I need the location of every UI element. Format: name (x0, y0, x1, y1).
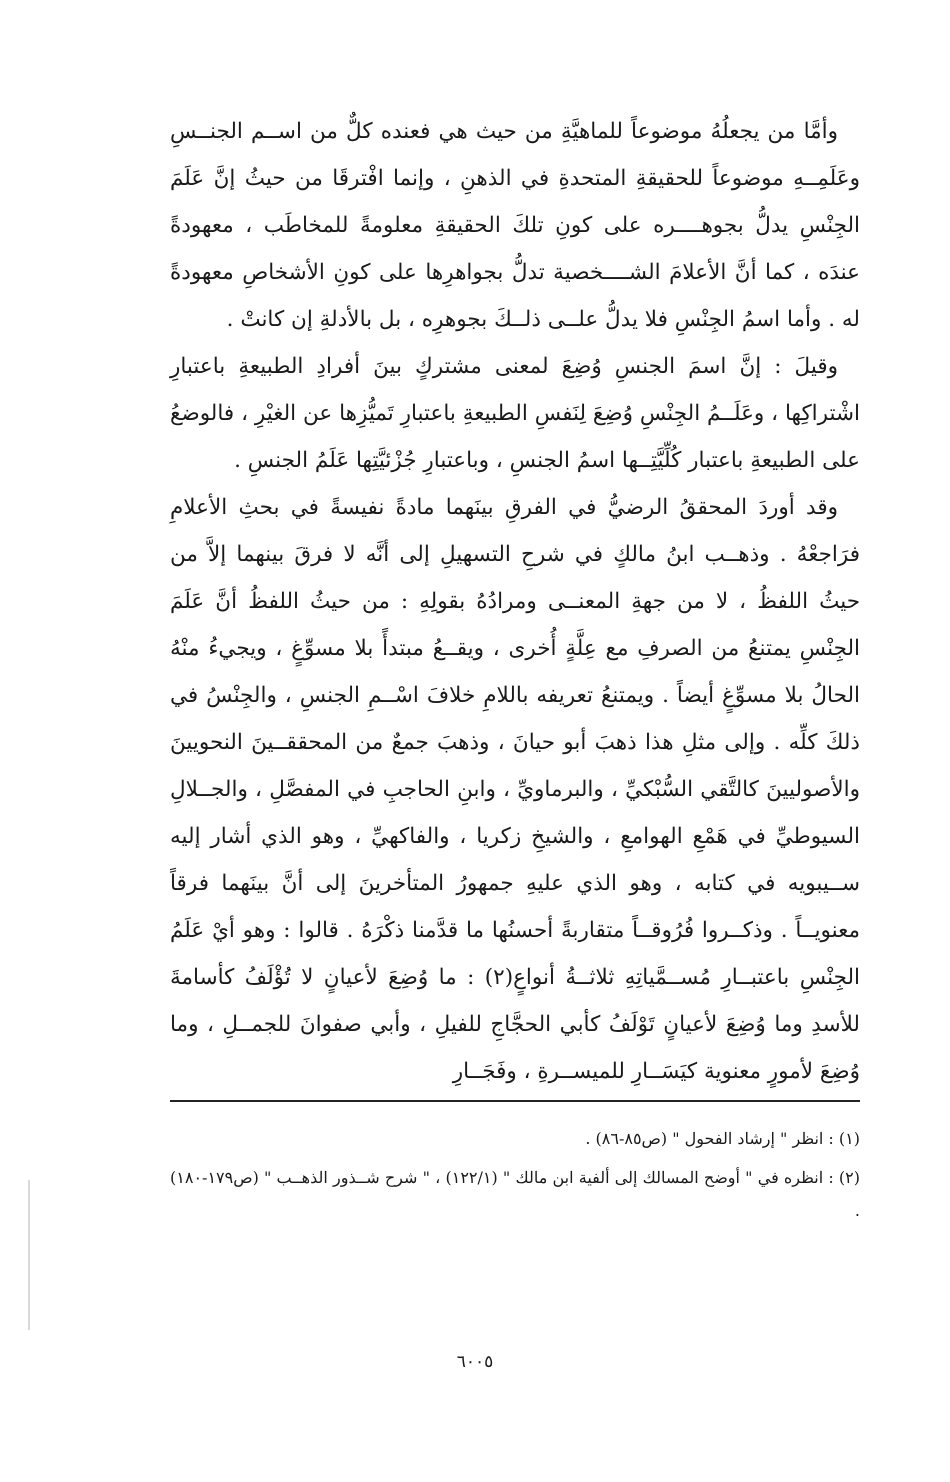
footnotes (170, 1122, 860, 1233)
paragraph-3: وقد أوردَ المحققُ الرضيُّ في الفرقِ بينَهما مادةً نفيسةً في بحثِ الأعلامِ فرَاجعْهُ . وذهــب ابنُ مالكٍ في شرحِ التسهيلِ إلى أنَّه لا فرقَ بينهما إلاَّ من حيثُ اللفظُ ، لا من جهةِ المعنــى ومرادُهُ بقولِهِ : من حيثُ اللفظُ أنَّ عَلَمَ الجِنْسِ يمتنعُ من الصرفِ مع عِلَّةٍ أُخرى ، ويقــعُ مبتدأً بلا مسوِّغٍ ، ويجيءُ منْهُ الحالُ بلا مسوِّغٍ أيضاً . ويمتنعُ تعريفه باللامِ خلافَ اسْــمِ الجنسِ ، والجِنْسُ في ذلكَ كلِّه . وإلى مثلِ هذا ذهبَ أبو حيانَ ، وذهبَ جمعٌ من المحققــينَ النحويينَ والأصوليينَ كالتَّقي السُّبْكيِّ ، والبرماويِّ ، وابنِ الحاجبِ في المفصَّلِ ، والجــلالِ السيوطيِّ في هَمْعِ الهوامعِ ، والشيخِ زكريا ، والفاكهيِّ ، وهو الذي أشار إليه ســيبويه في كتابه ، وهو الذي عليهِ جمهورُ المتأخرينَ إلى أنَّ بينَهما فرقاً معنويــاً . وذكــروا فُرُوقــاً متقاربةً أحسنُها ما قدَّمنا ذكْرَهُ . قالوا : وهو أيْ عَلَمُ الجِنْسِ باعتبــارِ مُســمَّياتِهِ ثلاثــةُ أنواعٍ(٢) : ما وُضِعَ لأعيانٍ لا تُؤْلَفُ كأسامةَ للأسدِ وما وُضِعَ لأعيانٍ تَوْلَفُ كأبي الحجَّاجِ للفيلِ ، وأبي صفوانَ للجمــلِ ، وما وُضِعَ لأمورٍ معنوية كيَسَــارِ للميســرةِ ، وفَجَــارِ (170, 495, 860, 1084)
page-number: ٦٠٠٥ (456, 1352, 494, 1372)
footnote-1: (١) : انظر " إرشاد الفحول " (ص٨٥-٨٦) . (585, 1129, 860, 1148)
paragraph-2: وقيلَ : إنَّ اسمَ الجنسِ وُضِعَ لمعنى مشتركٍ بينَ أفرادِ الطبيعةِ باعتبارِ اشْتراكِها ، وعَلَــمُ الجِنْسِ وُضِعَ لِنَفسِ الطبيعةِ باعتبارِ تَميُّزِها عن الغيْرِ ، فالوضعُ على الطبيعةِ باعتبار كُلِّيَّتِــها اسمُ الجنسِ ، وباعتبارِ جُزْئيَّتِها عَلَمُ الجنسِ . (170, 354, 860, 473)
body-text (170, 108, 860, 1095)
footnote-2: (٢) : انظره في " أوضح المسالك إلى ألفية ابن مالك " (١٢٢/١) ، " شرح شــذور الذهــب " (ص١٧٩-١٨٠) . (170, 1168, 861, 1220)
scan-edge-mark (28, 1180, 30, 1330)
footnote-separator (170, 1100, 860, 1102)
paragraph-1: وأمَّا من يجعلُهُ موضوعاً للماهيَّةِ من حيث هي فعنده كلٌّ من اســم الجنــسِ وعَلَمِــهِ موضوعاً للحقيقةِ المتحدةِ في الذهنِ ، وإنما افْترقَا من حيثُ إنَّ عَلَمَ الجِنْسِ يدلُّ بجوهــــره على كونِ تلكَ الحقيقةِ معلومةً للمخاطَب ، معهودةً عندَه ، كما أنَّ الأعلامَ الشــــخصية تدلُّ بجواهرِها على كونِ الأشخاصِ معهودةً له . وأما اسمُ الجِنْسِ فلا يدلُّ علــى ذلــكَ بجوهرِه ، بل بالأدلةِ إن كانتْ . (170, 119, 860, 332)
